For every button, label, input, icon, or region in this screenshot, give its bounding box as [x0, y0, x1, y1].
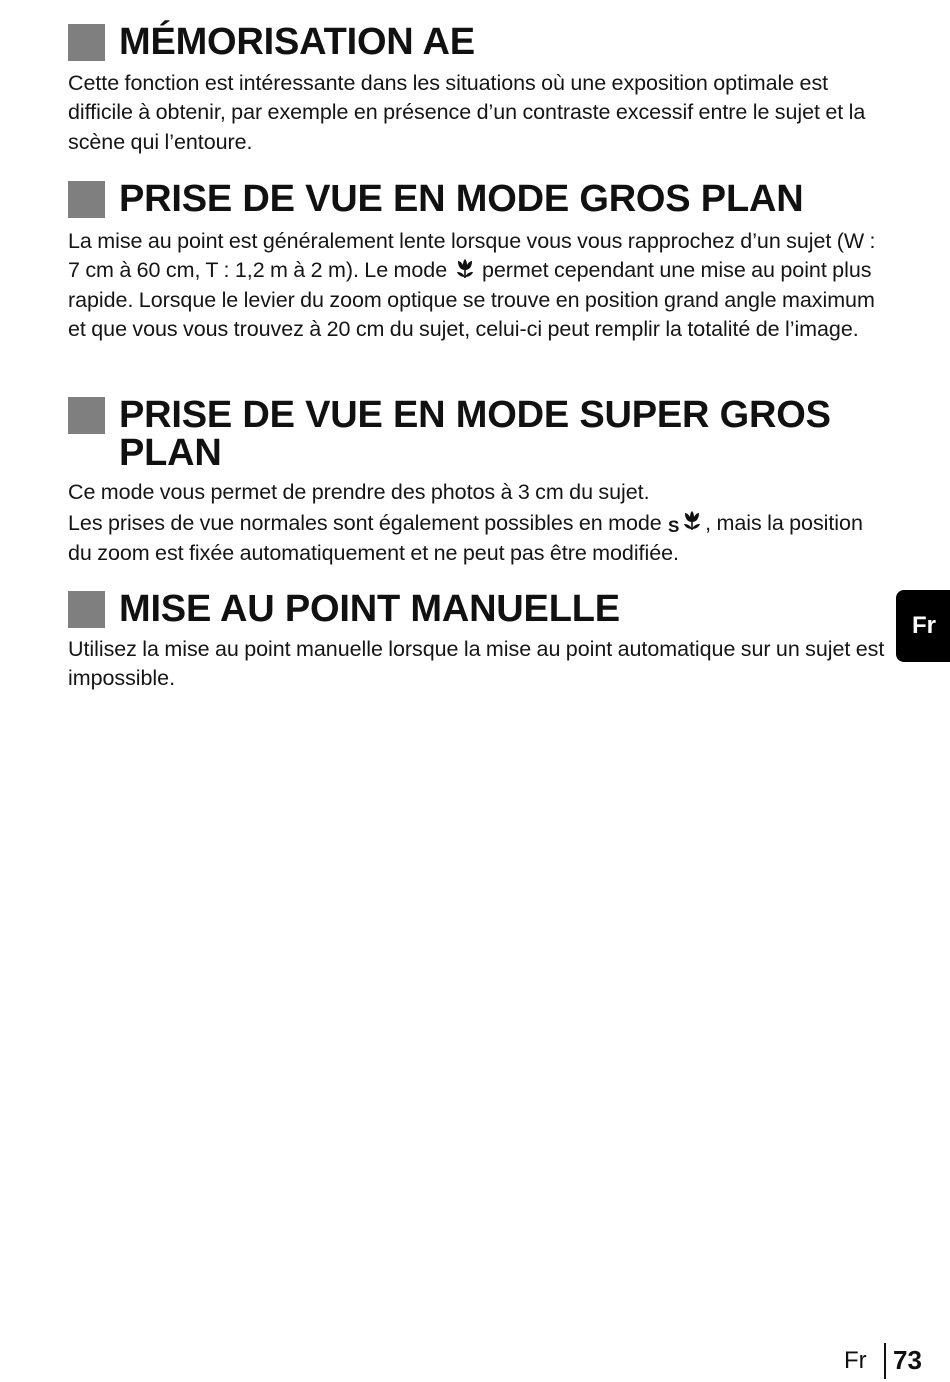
- footer-divider: [884, 1343, 886, 1379]
- body-line: [68, 507, 888, 568]
- section-body: [68, 227, 888, 344]
- section-body: [68, 478, 888, 568]
- heading-text: PRISE DE VUE EN MODE SUPER GROS PLAN: [119, 394, 831, 474]
- language-tab-label: Fr: [912, 612, 936, 639]
- section-heading: [68, 180, 888, 218]
- body-text-part: , mais la position du zoom est fixée automatiquement et ne peut pas être modifiée.: [68, 511, 863, 565]
- body-text-part: Les prises de vue normales sont également possibles en mode: [68, 511, 668, 536]
- section-heading: [68, 396, 888, 472]
- section-super-gros-plan: [68, 396, 888, 568]
- heading-square-icon: [68, 397, 105, 434]
- body-text-part: La mise au point est généralement lente lorsque vous vous rapprochez d’un sujet (W : 7 cm à 60 cm, T : 1,2 m à 2 m). Le mode: [68, 229, 876, 283]
- super-macro-icon: [667, 507, 705, 533]
- heading-square-icon: [68, 24, 105, 61]
- macro-flower-icon: [453, 256, 477, 280]
- heading-text: MÉMORISATION AE: [119, 21, 475, 63]
- section-heading: [68, 590, 888, 628]
- section-body: Cette fonction est intéressante dans les situations où une exposition optimale est difficile à obtenir, par exemple en présence d’un contraste excessif entre le sujet et la scène qui l’entoure.: [68, 71, 866, 154]
- heading-text: PRISE DE VUE EN MODE GROS PLAN: [119, 178, 804, 220]
- language-tab: [896, 590, 950, 662]
- page-number: 73: [893, 1345, 922, 1375]
- heading-square-icon: [68, 591, 105, 628]
- section-body: Utilisez la mise au point manuelle lorsque la mise au point automatique sur un sujet est impossible.: [68, 637, 885, 691]
- section-mise-au-point-manuelle: [68, 590, 888, 694]
- section-memorisation-ae: [68, 23, 888, 157]
- heading-text: MISE AU POINT MANUELLE: [119, 588, 620, 630]
- section-heading: [68, 23, 888, 61]
- heading-square-icon: [68, 181, 105, 218]
- body-line: Ce mode vous permet de prendre des photos à 3 cm du sujet.: [68, 480, 650, 504]
- footer-language: Fr: [844, 1347, 867, 1374]
- svg-text:S: S: [668, 517, 680, 534]
- section-gros-plan: [68, 180, 888, 344]
- body-text-part: permet cependant une mise au point plus rapide. Lorsque le levier du zoom optique se trouve en position grand angle maximum et que vous vous trouvez à 20 cm du sujet, celui-ci peut remplir la totalité de l’image.: [68, 258, 875, 341]
